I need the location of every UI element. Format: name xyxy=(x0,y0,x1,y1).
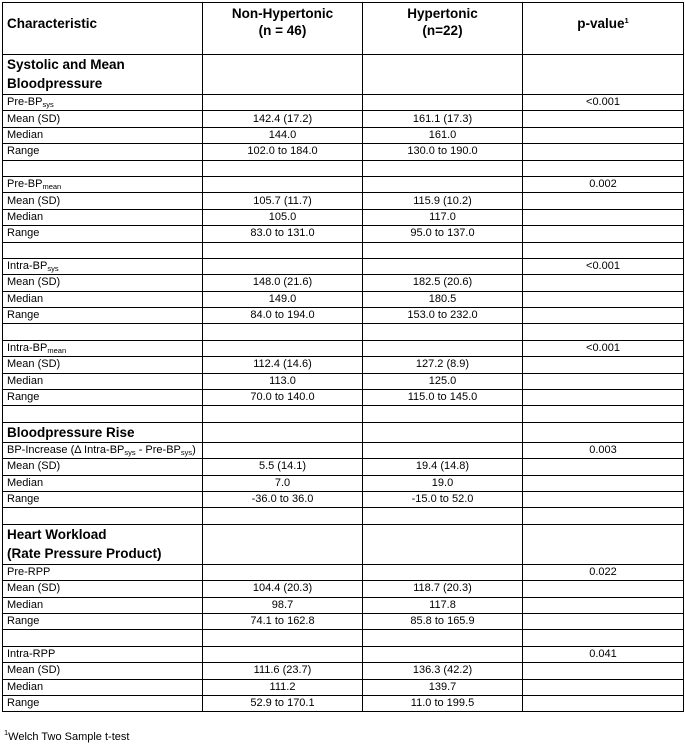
table-row: Mean (SD) 148.0 (21.6) 182.5 (20.6) xyxy=(3,275,684,291)
intra-rpp-label: Intra-RPP xyxy=(3,646,203,662)
table-row: Range 52.9 to 170.1 11.0 to 199.5 xyxy=(3,695,684,711)
pre-bp-sys-label: Pre-$BP_{sys}$ xyxy=(3,95,203,111)
header-hypertonic: Hypertonic (n=22) xyxy=(363,3,523,55)
table-row: Median 105.0 117.0 xyxy=(3,209,684,225)
p-value-cell: <0.001 xyxy=(523,95,684,111)
header-p-value: p-value$^1$ xyxy=(523,3,684,55)
table-row: Mean (SD) 112.4 (14.6) 127.2 (8.9) xyxy=(3,357,684,373)
table-row: Range 70.0 to 140.0 115.0 to 145.0 xyxy=(3,390,684,406)
group-label-row xyxy=(3,340,684,356)
spacer-row xyxy=(3,508,684,524)
group-label-row xyxy=(3,258,684,274)
p-value-cell: 0.002 xyxy=(523,176,684,192)
table-row: Mean (SD) 104.4 (20.3) 118.7 (20.3) xyxy=(3,581,684,597)
footnote: $^1$Welch Two Sample t-test xyxy=(4,728,130,743)
table-row: Range 74.1 to 162.8 85.8 to 165.9 xyxy=(3,613,684,629)
spacer-row xyxy=(3,242,684,258)
pre-bp-mean-label: Pre-$BP_{mean}$ xyxy=(3,176,203,192)
results-table xyxy=(2,2,684,712)
table-row: Range 102.0 to 184.0 130.0 to 190.0 xyxy=(3,144,684,160)
table-row: Mean (SD) 111.6 (23.7) 136.3 (42.2) xyxy=(3,663,684,679)
table-row: Mean (SD) 105.7 (11.7) 115.9 (10.2) xyxy=(3,193,684,209)
section-row xyxy=(3,55,684,95)
p-value-cell: <0.001 xyxy=(523,340,684,356)
table-row: Median 7.0 19.0 xyxy=(3,475,684,491)
intra-bp-mean-label: Intra-$BP_{mean}$ xyxy=(3,340,203,356)
group-label-row xyxy=(3,95,684,111)
table-row: Mean (SD) 5.5 (14.1) 19.4 (14.8) xyxy=(3,459,684,475)
table-row: Median 98.7 117.8 xyxy=(3,597,684,613)
table-row: Median 111.2 139.7 xyxy=(3,679,684,695)
table-row: Median 144.0 161.0 xyxy=(3,127,684,143)
header-row xyxy=(3,3,684,55)
section-title-workload: Heart Workload (Rate Pressure Product) xyxy=(3,524,203,564)
table-row: Range -36.0 to 36.0 -15.0 to 52.0 xyxy=(3,491,684,507)
intra-bp-sys-label: Intra-$BP_{sys}$ xyxy=(3,258,203,274)
group-label-row xyxy=(3,564,684,580)
spacer-row xyxy=(3,160,684,176)
p-value-cell: 0.041 xyxy=(523,646,684,662)
section-row xyxy=(3,524,684,564)
p-value-cell: 0.022 xyxy=(523,564,684,580)
section-title-rise: Bloodpressure Rise xyxy=(3,422,203,442)
section-row xyxy=(3,422,684,442)
spacer-row xyxy=(3,324,684,340)
p-value-cell: <0.001 xyxy=(523,258,684,274)
section-title-bloodpressure: Systolic and Mean Bloodpressure xyxy=(3,55,203,95)
spacer-row xyxy=(3,406,684,422)
table-row: Range 83.0 to 131.0 95.0 to 137.0 xyxy=(3,226,684,242)
bp-increase-label: BP-Increase (Δ Intra-$BP_{sys} - Pre-BP_{sys}$) xyxy=(3,442,203,458)
table-row: Range 84.0 to 194.0 153.0 to 232.0 xyxy=(3,308,684,324)
table-row: Mean (SD) 142.4 (17.2) 161.1 (17.3) xyxy=(3,111,684,127)
pre-rpp-label: Pre-RPP xyxy=(3,564,203,580)
header-characteristic: Characteristic xyxy=(3,3,203,55)
p-value-cell: 0.003 xyxy=(523,442,684,458)
table-row: Median 113.0 125.0 xyxy=(3,373,684,389)
table-row: Median 149.0 180.5 xyxy=(3,291,684,307)
group-label-row xyxy=(3,646,684,662)
group-label-row xyxy=(3,176,684,192)
group-label-row xyxy=(3,442,684,458)
header-non-hypertonic: Non-Hypertonic (n = 46) xyxy=(203,3,363,55)
spacer-row xyxy=(3,630,684,646)
